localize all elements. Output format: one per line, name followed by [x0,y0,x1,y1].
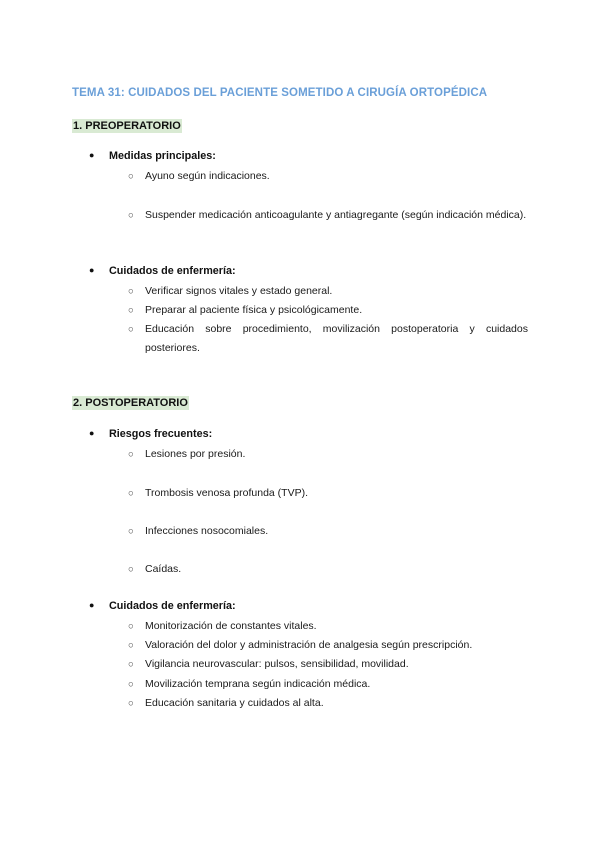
list-item [128,301,528,320]
group-heading-riesgos-frecuentes [89,428,212,440]
group-label: Cuidados de enfermería: [109,265,236,277]
group-label: Riesgos frecuentes: [109,428,213,440]
list-item-text: Lesiones por presión. [145,448,246,460]
hollow-bullet-icon: ○ [128,640,134,651]
section-heading-preoperatorio: 1. PREOPERATORIO [73,120,181,132]
group-label: Cuidados de enfermería: [109,600,236,612]
filled-bullet-icon: ● [89,265,95,275]
list-item-text: Educación sobre procedimiento, movilización postoperatoria y cuidados posteriores. [145,323,528,354]
list-item-text: Caídas. [145,563,182,575]
list-item [128,694,528,713]
list-item-text: Infecciones nosocomiales. [145,525,269,537]
list-item-text: Suspender medicación anticoagulante y antiagregante (según indicación médica). [145,209,527,221]
hollow-bullet-icon: ○ [128,449,134,460]
list-item [128,445,528,464]
group-heading-cuidados-enfermeria-pre [89,265,236,277]
hollow-bullet-icon: ○ [128,659,134,670]
hollow-bullet-icon: ○ [128,526,134,537]
filled-bullet-icon: ● [89,600,95,610]
list-item-text: Verificar signos vitales y estado general. [145,285,333,297]
list-item [128,206,528,225]
group-heading-cuidados-enfermeria-post [89,600,236,612]
list-item-text: Preparar al paciente física y psicológicamente. [145,304,363,316]
hollow-bullet-icon: ○ [128,564,134,575]
filled-bullet-icon: ● [89,150,95,160]
list-item-text: Educación sanitaria y cuidados al alta. [145,697,324,709]
list-item [128,560,528,579]
group-label: Medidas principales: [109,150,216,162]
list-item-text: Vigilancia neurovascular: pulsos, sensibilidad, movilidad. [145,658,409,670]
list-item [128,522,528,541]
hollow-bullet-icon: ○ [128,324,134,335]
list-item-text: Movilización temprana según indicación médica. [145,678,371,690]
hollow-bullet-icon: ○ [128,305,134,316]
list-item [128,167,528,186]
hollow-bullet-icon: ○ [128,210,134,221]
section-heading-postoperatorio: 2. POSTOPERATORIO [73,397,188,409]
group-heading-medidas-principales [89,150,216,162]
hollow-bullet-icon: ○ [128,488,134,499]
list-item [128,484,528,503]
hollow-bullet-icon: ○ [128,621,134,632]
list-item-text: Ayuno según indicaciones. [145,170,270,182]
list-item [128,636,528,655]
list-item-text: Valoración del dolor y administración de analgesia según prescripción. [145,639,473,651]
list-item-text: Monitorización de constantes vitales. [145,620,317,632]
list-item [128,617,528,636]
hollow-bullet-icon: ○ [128,679,134,690]
hollow-bullet-icon: ○ [128,171,134,182]
list-item [128,675,528,694]
list-item [128,320,528,358]
list-item [128,282,528,301]
document-title: TEMA 31: CUIDADOS DEL PACIENTE SOMETIDO A CIRUGÍA ORTOPÉDICA [72,87,488,99]
hollow-bullet-icon: ○ [128,286,134,297]
list-item [128,655,528,674]
list-item-text: Trombosis venosa profunda (TVP). [145,487,309,499]
hollow-bullet-icon: ○ [128,698,134,709]
filled-bullet-icon: ● [89,428,95,438]
